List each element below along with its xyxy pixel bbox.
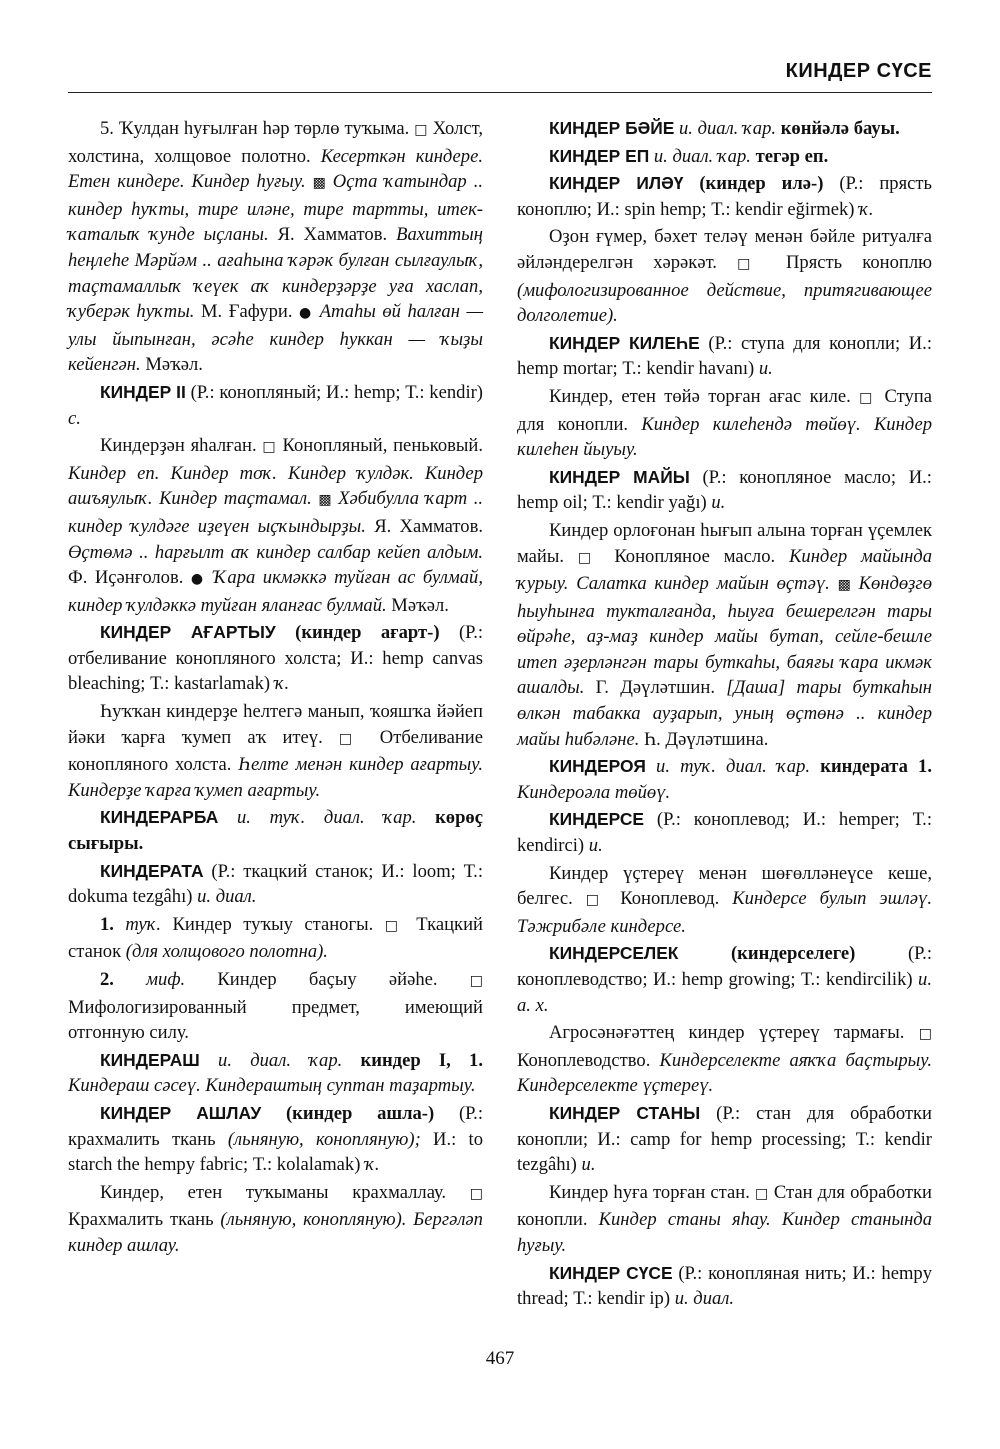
proverb-text: Ҡара икмәккә туйған ас булмай, киндер ҡулдәккә туйған яланғас булмай. bbox=[68, 567, 483, 616]
headword: КИНДЕР БӘЙЕ bbox=[549, 118, 675, 138]
square-icon: □ bbox=[585, 892, 608, 909]
translation-text: Отбеливание конопляного холста. bbox=[68, 726, 483, 776]
headword: КИНДЕР АҒАРТЫУ bbox=[100, 622, 276, 643]
entry-kinder-agartyu bbox=[68, 620, 483, 697]
headword: КИНДЕРСЕ bbox=[549, 809, 644, 830]
entry-kinder-baye bbox=[517, 116, 932, 142]
entry-kinder-2-body bbox=[68, 433, 483, 618]
definition-text: Киндер үҫтереү менән шөғөлләнеүсе кеше, белгес. bbox=[517, 862, 932, 910]
translations: (Р.: конопляное масло; И.: hemp oil; Т.: kendir yağı) bbox=[517, 466, 932, 514]
entry-kinder-mayy-body bbox=[517, 518, 932, 752]
quote-text: Хәбибулла ҡарт .. киндер ҡулдәге иҙеүен ыҫҡындырҙы. bbox=[68, 488, 483, 537]
entry-kinder-kilehe-body bbox=[517, 384, 932, 463]
headword-stem: (киндерселеге) bbox=[730, 943, 856, 965]
square-icon: □ bbox=[737, 255, 766, 272]
entry-sense-5 bbox=[68, 116, 483, 378]
translation-text: Ткацкий станок bbox=[68, 913, 483, 963]
entry-kinder-stany bbox=[517, 1101, 932, 1178]
entry-kinderata-sense-1 bbox=[68, 912, 483, 965]
sense-number: 2. bbox=[100, 969, 114, 990]
part-of-speech: и. а. х. bbox=[517, 969, 932, 1016]
example-text: Кесерткән киндере. Етен киндере. Киндер һуғыу. bbox=[68, 145, 484, 193]
proverb-source: Мәҡәл. bbox=[391, 594, 449, 616]
part-of-speech: и. bbox=[581, 1154, 596, 1176]
translations: И.: to starch the hempy fabric; Т.: kolalamak) bbox=[68, 1128, 484, 1176]
headword-stem: (киндер илә-) bbox=[699, 173, 824, 195]
square-icon: □ bbox=[414, 122, 428, 138]
headword: КИНДЕР ИЛӘҮ bbox=[549, 173, 684, 194]
part-of-speech: и. bbox=[711, 492, 726, 514]
translations: (Р.: конопляная нить; И.: hempy thread; Т.: kendir ip) bbox=[517, 1262, 933, 1310]
square-icon: □ bbox=[262, 439, 277, 456]
definition-text: Киндерҙән яһалған. bbox=[100, 435, 257, 457]
entry-kinderselek bbox=[517, 941, 932, 1018]
translations: (Р.: стан для обработки конопли; И.: camp for hemp processing; Т.: kendir tezgâhı) bbox=[517, 1102, 933, 1176]
translation-text: Холст, холстина, холщовое полотно. bbox=[68, 118, 483, 167]
page-number: 467 bbox=[485, 1348, 515, 1369]
definition-text: Киндер баҫыу әйәһе. bbox=[217, 969, 438, 990]
example-text: Киндер еп. Киндер тоҡ. Киндер ҡулдәк. Киндер ашъяулыҡ. Киндер таҫтамал. bbox=[68, 462, 483, 510]
quote-text: Вахиттың һеңлеһе Мәрйәм .. ағаһына ҡәрәк булған сылғаулыҡ, таҫтамаллыҡ ҡеүек аҡ киндерҙәрҙе уға хаслап, ҡуберәк һуҡты. bbox=[68, 224, 483, 323]
labels: и. диал. ҡар. bbox=[678, 118, 777, 139]
quote-author: Ф. Иҫәнғолов. bbox=[68, 567, 184, 589]
definition-text: Киндер орлоғонан һығып алына торған үҫемлек майы. bbox=[517, 519, 932, 567]
proverb-text: Атаһы өй һалған — улы йыпынған, әсәһе киндер һуккан — ҡыҙы кейенгән. bbox=[68, 301, 484, 376]
quote-text: [Даша] тары буткаһын өлкән табакка ауҙарып, уның өҫтөнә .. киндер майы һибәләне. bbox=[517, 677, 932, 750]
example-text: Киндер килеһендә төйөү. Киндер килеһен йыуыу. bbox=[517, 413, 932, 461]
definition-text: Киндер туҡыу станогы. bbox=[172, 913, 374, 935]
translations: (Р.: ткацкий станок; И.: loom; Т.: dokuma tezgâhı) bbox=[68, 860, 483, 908]
part-of-speech: и. bbox=[758, 358, 773, 380]
definition-text: Һуҡҡан киндерҙе һелтегә манып, ҡояшҡа йәйеп йәки ҡарға ҡумеп аҡ итеү. bbox=[68, 701, 483, 748]
square-icon: □ bbox=[577, 549, 601, 566]
headword: КИНДЕРАШ bbox=[100, 1049, 200, 1070]
translation-note: (льняную, конопляную). bbox=[220, 1209, 407, 1231]
entry-kinder-2 bbox=[68, 380, 483, 431]
header-divider bbox=[68, 92, 932, 93]
definition-text: Агросәнәғәттең киндер үҫтереү тармағы. bbox=[549, 1022, 905, 1044]
right-column bbox=[517, 116, 932, 1314]
square-icon: □ bbox=[469, 973, 483, 989]
definition-text: 5. Ҡулдан һуғылған һәр төрлө туҡыма. bbox=[100, 118, 410, 139]
example-text: Киндер майында ҡурыу. Салатка киндер майын өҫтәү. bbox=[517, 545, 933, 595]
headword-stem: (киндер ашла-) bbox=[285, 1102, 435, 1124]
definition-text: Киндер, етен төйә торған ағас киле. bbox=[549, 385, 851, 407]
square-icon: □ bbox=[384, 917, 405, 934]
entry-kinder-ep bbox=[517, 144, 932, 170]
book-icon: ▩ bbox=[318, 492, 332, 509]
labels: и. диал. ҡар. bbox=[218, 1049, 343, 1071]
example-text: Киндераш сәсеү. Киндераштың суптан таҙартыу. bbox=[68, 1075, 476, 1097]
cross-reference: көнйәлә бауы. bbox=[780, 118, 900, 139]
running-head: КИНДЕР СҮСЕ bbox=[785, 60, 932, 82]
labels: и. туҡ. диал. ҡар. bbox=[656, 756, 811, 778]
definition-text: Оҙон ғүмер, бәхет теләү менән бәйле ритуалға әйләндерелгән хәрәкәт. bbox=[517, 226, 932, 273]
example-text: Киндерселекте аяҡҡа баҫтырыу. Киндерселекте үҫтереү. bbox=[517, 1049, 932, 1097]
example-text: Киндерсе булып эшләү. Тәжрибәле киндерсе. bbox=[517, 888, 932, 937]
entry-kinder-ileu bbox=[517, 171, 932, 222]
part-of-speech: ҡ. bbox=[274, 673, 290, 695]
headword: КИНДЕРАТА bbox=[100, 860, 204, 881]
entry-kinderata-sense-2 bbox=[68, 967, 483, 1046]
proverb-dot-icon: ● bbox=[190, 571, 206, 588]
cross-reference: көрөҫ сығыры. bbox=[68, 807, 483, 855]
translation-text: Ступа для конопли. bbox=[517, 385, 932, 435]
example-text: Киндер станы яһау. Киндер станында һуғыу. bbox=[517, 1209, 932, 1256]
sense-number: 1. bbox=[100, 913, 114, 935]
translation-text: Стан для обработки конопли. bbox=[517, 1181, 933, 1231]
entry-kinder-stany-body bbox=[517, 1180, 932, 1259]
entry-kinderselek-body bbox=[517, 1020, 932, 1099]
translation-note: (мифологизированное действие, притягивающее долголетие). bbox=[517, 279, 932, 327]
entry-kinder-mayy bbox=[517, 465, 932, 516]
headword: КИНДЕР МАЙЫ bbox=[549, 466, 690, 487]
labels: и. туҡ. диал. ҡар. bbox=[236, 807, 417, 829]
entry-kinderash bbox=[68, 1048, 483, 1099]
translation-text: Мифологизированный предмет, имеющий отгонную силу. bbox=[68, 996, 483, 1044]
entry-kinder-ashlau bbox=[68, 1101, 483, 1178]
proverb-source: Мәҡәл. bbox=[145, 354, 203, 376]
book-icon: ▩ bbox=[837, 577, 851, 594]
translations: (Р.: конопляный; И.: hemp; Т.: kendir) bbox=[190, 381, 483, 403]
translation-text: Коноплеводство. bbox=[517, 1049, 651, 1071]
square-icon: □ bbox=[338, 730, 364, 747]
headword: КИНДЕРАРБА bbox=[100, 807, 219, 828]
headword: КИНДЕР АШЛАУ bbox=[100, 1102, 262, 1123]
translation-text: Крахмалить ткань bbox=[68, 1209, 214, 1231]
translations: (Р.: крахмалить ткань bbox=[68, 1102, 483, 1150]
translation-text: Коноплевод. bbox=[620, 888, 720, 910]
entry-kinderse-body bbox=[517, 861, 932, 940]
translation-text: Конопляное масло. bbox=[614, 545, 776, 567]
entry-kinderata bbox=[68, 859, 483, 910]
labels: и. диал. bbox=[674, 1288, 735, 1310]
book-icon: ▩ bbox=[312, 175, 326, 192]
entry-kinder-kilehe bbox=[517, 331, 932, 382]
headword: КИНДЕР СТАНЫ bbox=[549, 1102, 701, 1123]
example-text: Киндероәла төйөү. bbox=[517, 781, 671, 803]
translations: (Р.: коноплевод; И.: hemper; Т.: kendirci) bbox=[517, 809, 932, 857]
part-of-speech: ҡ. bbox=[859, 198, 874, 220]
entry-kinder-agartyu-body bbox=[68, 699, 483, 803]
left-column bbox=[68, 116, 483, 1261]
part-of-speech: с. bbox=[68, 407, 81, 429]
labels: и. диал. bbox=[197, 886, 257, 908]
quote-author: Һ. Дәүләтшина. bbox=[644, 728, 769, 750]
entry-kinderse bbox=[517, 807, 932, 858]
definition-text: Киндер, етен туҡыманы крахмаллау. bbox=[100, 1181, 447, 1203]
cross-reference: киндер I, 1. bbox=[360, 1049, 483, 1071]
headword: КИНДЕРОЯ bbox=[549, 756, 646, 777]
square-icon: □ bbox=[755, 1185, 769, 1202]
labels: туҡ. bbox=[125, 913, 162, 935]
entry-kinder-ashlau-body bbox=[68, 1180, 483, 1259]
cross-reference: киндерата 1. bbox=[820, 756, 932, 778]
part-of-speech: и. bbox=[588, 835, 603, 857]
entry-kinder-ileu-body bbox=[517, 224, 932, 328]
headword: КИНДЕР II bbox=[100, 381, 186, 402]
quote-author: М. Ғафури. bbox=[201, 301, 293, 323]
labels: миф. bbox=[146, 969, 186, 990]
part-of-speech: ҡ. bbox=[365, 1154, 380, 1176]
headword: КИНДЕР ЕП bbox=[549, 145, 650, 166]
proverb-dot-icon: ● bbox=[299, 305, 314, 322]
square-icon: □ bbox=[918, 1026, 932, 1043]
definition-text: Киндер һуға торған стан. bbox=[549, 1181, 750, 1203]
labels: и. диал. ҡар. bbox=[653, 145, 751, 167]
translations: (Р.: коноплеводство; И.: hemp growing; Т.: kendircilik) bbox=[517, 943, 932, 990]
headword-stem: (киндер ағарт-) bbox=[295, 622, 440, 644]
quote-author: Г. Дәүләтшин. bbox=[595, 677, 715, 699]
headword: КИНДЕР СҮСЕ bbox=[549, 1262, 673, 1283]
example-text: Һелте менән киндер ағартыу. Киндерҙе ҡарға ҡумеп ағартыу. bbox=[68, 754, 483, 801]
translations: (Р.: прясть коноплю; И.: spin hemp; Т.: kendir eğirmek) bbox=[517, 173, 932, 220]
quote-author: Я. Хамматов. bbox=[374, 515, 483, 537]
example-text: Бергәләп киндер ашлау. bbox=[68, 1209, 483, 1256]
quote-text: Оҫта ҡатындар .. киндер һуҡты, тире иләне, тире тартты, итек-ҡаталыҡ ҡунде ыҫланы. bbox=[68, 171, 483, 246]
quote-text: Өҫтөмә .. һарғылт аҡ киндер салбар кейеп алдым. bbox=[68, 541, 483, 563]
headword: КИНДЕР КИЛЕҺЕ bbox=[549, 332, 700, 353]
square-icon: □ bbox=[469, 1185, 483, 1202]
entry-kinderarba bbox=[68, 805, 483, 856]
entry-kinderoya bbox=[517, 754, 932, 805]
entry-kinder-suse bbox=[517, 1261, 932, 1312]
headword: КИНДЕРСЕЛЕК bbox=[549, 943, 679, 964]
cross-reference: тегәр еп. bbox=[755, 145, 829, 167]
square-icon: □ bbox=[859, 389, 877, 406]
translation-note: (для холщового полотна). bbox=[125, 941, 328, 963]
translations: (Р.: ступа для конопли; И.: hemp mortar; Т.: kendir havanı) bbox=[517, 332, 933, 380]
translation-note: (льняную, конопляную); bbox=[227, 1128, 421, 1150]
translation-text: Прясть коноплю bbox=[785, 251, 932, 273]
translations: (Р.: отбеливание конопляного холста; И.: hemp canvas bleaching; Т.: kastarlamak) bbox=[68, 622, 484, 695]
quote-author: Я. Хамматов. bbox=[277, 224, 388, 246]
translation-text: Конопляный, пеньковый. bbox=[282, 435, 484, 457]
quote-text: Көндөҙгө һыуһынға тукталғанда, һыуға бешерелгән тары өйрәһе, аҙ-маҙ киндер майы бутап, сейле-бешле итеп әҙерләнгән тары буткаһы, баяғы ҡара икмәк ашалды. bbox=[517, 573, 932, 699]
